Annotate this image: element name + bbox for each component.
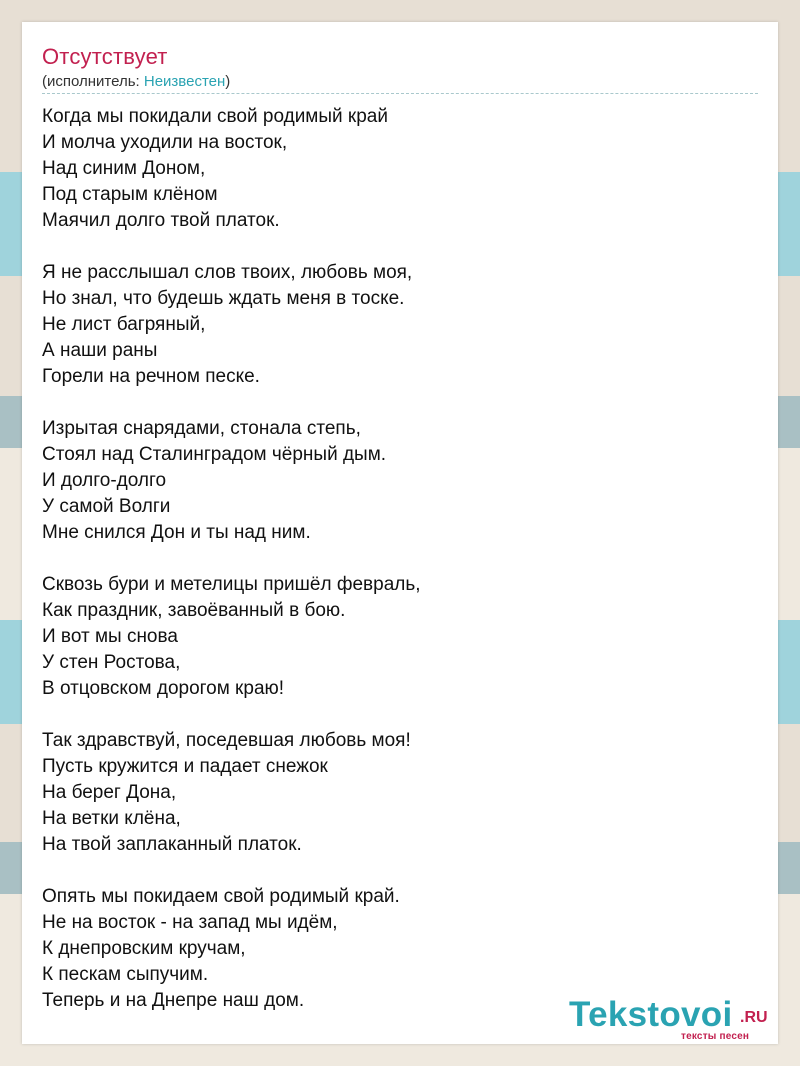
lyric-line: Я не расслышал слов твоих, любовь моя, bbox=[42, 262, 413, 283]
lyric-line: Но знал, что будешь ждать меня в тоске. bbox=[42, 288, 405, 309]
verse bbox=[42, 572, 742, 702]
lyrics-text bbox=[42, 104, 742, 1014]
lyric-line: И молча уходили на восток, bbox=[42, 132, 288, 153]
lyric-line: Когда мы покидали свой родимый край bbox=[42, 106, 388, 127]
lyric-line: Как праздник, завоёванный в бою. bbox=[42, 600, 346, 621]
performer-suffix: ) bbox=[225, 73, 231, 90]
lyric-line: Пусть кружится и падает снежок bbox=[42, 756, 328, 777]
lyric-line: К пескам сыпучим. bbox=[42, 964, 209, 985]
lyric-line: Мне снился Дон и ты над ним. bbox=[42, 522, 311, 543]
performer-prefix: (исполнитель: bbox=[42, 73, 144, 90]
lyric-line: Не лист багряный, bbox=[42, 314, 206, 335]
lyric-line: На твой заплаканный платок. bbox=[42, 834, 302, 855]
lyric-line: Не на восток - на запад мы идём, bbox=[42, 912, 338, 933]
lyric-line: На ветки клёна, bbox=[42, 808, 181, 829]
lyric-line: На берег Дона, bbox=[42, 782, 177, 803]
logo-name: Tekstovoi bbox=[569, 995, 733, 1034]
verse bbox=[42, 260, 742, 390]
verse-gap bbox=[42, 858, 742, 884]
lyric-line: Изрытая снарядами, стонала степь, bbox=[42, 418, 361, 439]
verse bbox=[42, 416, 742, 546]
title-divider bbox=[42, 93, 758, 94]
logo-tld: .RU bbox=[740, 1009, 768, 1026]
verse-gap bbox=[42, 702, 742, 728]
lyric-line: Маячил долго твой платок. bbox=[42, 210, 280, 231]
logo-tagline: тексты песен bbox=[681, 1031, 750, 1042]
artist-link[interactable]: Неизвестен bbox=[143, 73, 226, 90]
lyric-line: В отцовском дорогом краю! bbox=[42, 678, 285, 699]
lyric-line: А наши раны bbox=[42, 340, 158, 361]
lyric-line: И вот мы снова bbox=[42, 626, 178, 647]
lyric-line: Стоял над Сталинградом чёрный дым. bbox=[42, 444, 387, 465]
lyric-line: К днепровским кручам, bbox=[42, 938, 246, 959]
site-logo[interactable] bbox=[569, 995, 779, 1043]
performer-line bbox=[42, 73, 230, 90]
lyric-line: Над синим Доном, bbox=[42, 158, 206, 179]
lyric-line: И долго-долго bbox=[42, 470, 167, 491]
song-title: Отсутствует bbox=[42, 44, 168, 69]
lyric-line: Горели на речном песке. bbox=[42, 366, 260, 387]
verse bbox=[42, 728, 742, 858]
lyric-line: У стен Ростова, bbox=[42, 652, 181, 673]
lyric-line: Опять мы покидаем свой родимый край. bbox=[42, 886, 400, 907]
lyric-line: Теперь и на Днепре наш дом. bbox=[42, 990, 305, 1011]
lyrics-card bbox=[22, 22, 778, 1044]
verse-gap bbox=[42, 390, 742, 416]
lyric-line: У самой Волги bbox=[42, 496, 171, 517]
verse bbox=[42, 104, 742, 234]
verse-gap bbox=[42, 546, 742, 572]
lyric-line: Сквозь бури и метелицы пришёл февраль, bbox=[42, 574, 421, 595]
lyric-line: Так здравствуй, поседевшая любовь моя! bbox=[42, 730, 411, 751]
lyric-line: Под старым клёном bbox=[42, 184, 218, 205]
verse-gap bbox=[42, 234, 742, 260]
